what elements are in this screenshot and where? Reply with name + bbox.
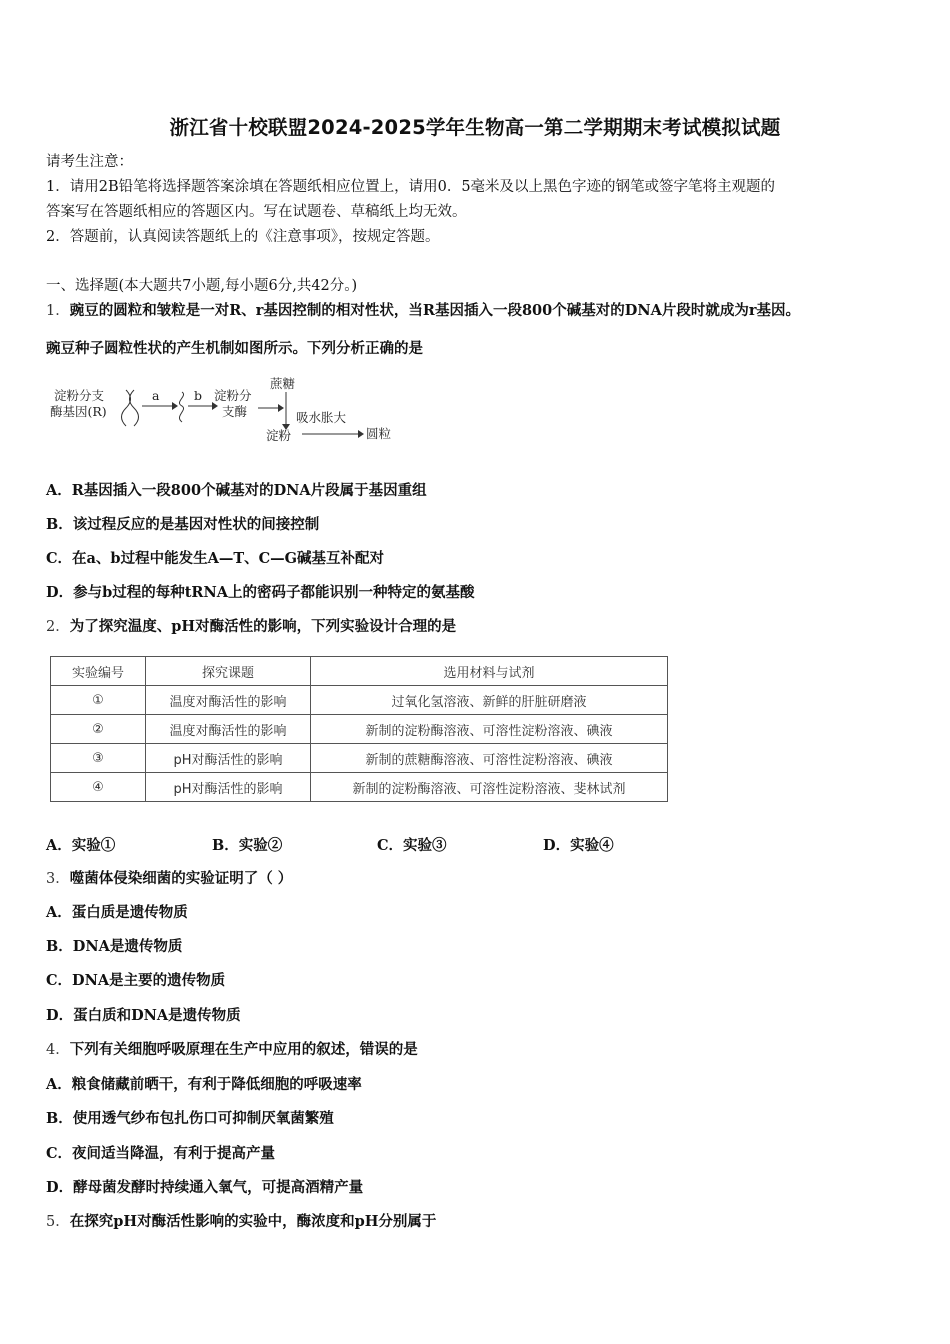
q3-number: 3．	[46, 871, 70, 887]
section-heading: 一、选择题(本大题共7小题,每小题6分,共42分。)	[46, 278, 358, 294]
q2-stem	[46, 617, 456, 637]
table-cell: 温度对酶活性的影响	[146, 686, 311, 715]
q4-option-d[interactable]: D．酵母菌发酵时持续通入氧气，可提高酒精产量	[46, 1179, 364, 1196]
table-cell: 新制的淀粉酶溶液、可溶性淀粉溶液、碘液	[311, 715, 668, 744]
table-cell: ②	[51, 715, 146, 744]
q1-option-c[interactable]: C．在a、b过程中能发生A—T、C—G碱基互补配对	[46, 550, 385, 567]
table-header-cell: 选用材料与试剂	[311, 657, 668, 686]
arrow-a-head	[172, 402, 178, 410]
mrna-icon	[179, 392, 183, 422]
table-cell: 过氧化氢溶液、新鲜的肝脏研磨液	[311, 686, 668, 715]
notice-item-1-line-2: 答案写在答题纸相应的答题区内。写在试题卷、草稿纸上均无效。	[46, 204, 467, 220]
table-header-cell: 探究课题	[146, 657, 311, 686]
q3-option-c[interactable]: C．DNA是主要的遗传物质	[46, 972, 226, 989]
q1-number: 1．	[46, 303, 70, 319]
q4-option-a[interactable]: A．粮食储藏前晒干，有利于降低细胞的呼吸速率	[46, 1076, 362, 1093]
diagram-water: 吸水胀大	[296, 410, 347, 425]
table-cell: 新制的蔗糖酶溶液、可溶性淀粉溶液、碘液	[311, 744, 668, 773]
q1-stem-line-2: 豌豆种子圆粒性状的产生机制如图所示。下列分析正确的是	[46, 340, 423, 357]
diagram-gene-line-1: 淀粉分支	[54, 388, 105, 403]
q5-number: 5．	[46, 1214, 70, 1230]
q4-stem	[46, 1040, 418, 1060]
q2-experiment-table	[50, 656, 668, 802]
table-cell: 温度对酶活性的影响	[146, 715, 311, 744]
table-cell: ③	[51, 744, 146, 773]
diagram-sucrose: 蔗糖	[270, 376, 296, 391]
diagram-enzyme-line-1: 淀粉分	[214, 388, 252, 403]
exam-title: 浙江省十校联盟2024-2025学年生物高一第二学期期末考试模拟试题	[169, 116, 781, 139]
q2-option-b[interactable]: B．实验②	[212, 837, 283, 854]
diagram-label-a: a	[152, 388, 160, 403]
q4-option-b[interactable]: B．使用透气纱布包扎伤口可抑制厌氧菌繁殖	[46, 1110, 334, 1127]
table-row	[51, 715, 668, 744]
q4-stem-text: 下列有关细胞呼吸原理在生产中应用的叙述，错误的是	[69, 1041, 418, 1058]
notice-heading: 请考生注意：	[46, 154, 133, 170]
table-row	[51, 744, 668, 773]
q1-option-d[interactable]: D．参与b过程的每种tRNA上的密码子都能识别一种特定的氨基酸	[46, 584, 475, 601]
q5-stem	[46, 1212, 436, 1232]
q2-option-d[interactable]: D．实验④	[543, 837, 614, 854]
notice-item-1-line-1: 1．请用2B铅笔将选择题答案涂填在答题纸相应位置上，请用0．5毫米及以上黑色字迹的钢笔或签字笔将主观题的	[46, 179, 776, 195]
diagram-enzyme-line-2: 支酶	[222, 404, 248, 419]
q4-number: 4．	[46, 1042, 70, 1058]
dna-helix-icon	[122, 390, 139, 426]
q1-stem-text: 豌豆的圆粒和皱粒是一对R、r基因控制的相对性状，当R基因插入一段800个碱基对的DNA片段时就成为r基因。	[69, 302, 800, 319]
table-cell: pH对酶活性的影响	[146, 773, 311, 802]
q1-option-a[interactable]: A．R基因插入一段800个碱基对的DNA片段属于基因重组	[46, 482, 427, 499]
table-header-cell: 实验编号	[51, 657, 146, 686]
table-cell: ①	[51, 686, 146, 715]
q3-stem	[46, 869, 292, 889]
q2-number: 2．	[46, 619, 70, 635]
diagram-gene-line-2: 酶基因(R)	[50, 404, 107, 419]
q2-stem-text: 为了探究温度、pH对酶活性的影响，下列实验设计合理的是	[69, 618, 457, 635]
q1-mechanism-diagram	[46, 372, 406, 452]
q2-option-c[interactable]: C．实验③	[377, 837, 447, 854]
table-row	[51, 686, 668, 715]
q3-stem-text: 噬菌体侵染细菌的实验证明了（ ）	[69, 870, 293, 887]
q2-option-a[interactable]: A．实验①	[46, 837, 116, 854]
q4-option-c[interactable]: C．夜间适当降温，有利于提高产量	[46, 1145, 276, 1162]
q3-option-b[interactable]: B．DNA是遗传物质	[46, 938, 183, 955]
q3-option-d[interactable]: D．蛋白质和DNA是遗传物质	[46, 1007, 241, 1024]
q1-option-b[interactable]: B．该过程反应的是基因对性状的间接控制	[46, 516, 320, 533]
diagram-round: 圆粒	[366, 426, 392, 441]
table-row	[51, 773, 668, 802]
q1-stem-line-1	[46, 301, 800, 321]
table-cell: pH对酶活性的影响	[146, 744, 311, 773]
table-header-row	[51, 657, 668, 686]
notice-item-2: 2．答题前，认真阅读答题纸上的《注意事项》，按规定答题。	[46, 229, 440, 245]
arrow-b-head	[212, 402, 218, 410]
q3-option-a[interactable]: A．蛋白质是遗传物质	[46, 904, 188, 921]
table-cell: 新制的淀粉酶溶液、可溶性淀粉溶液、斐林试剂	[311, 773, 668, 802]
arrow-catalyze-head	[278, 404, 284, 412]
table-cell: ④	[51, 773, 146, 802]
diagram-label-b: b	[194, 388, 203, 403]
q5-stem-text: 在探究pH对酶活性影响的实验中，酶浓度和pH分别属于	[69, 1213, 437, 1230]
arrow-round-head	[358, 430, 364, 438]
diagram-starch: 淀粉	[266, 428, 292, 443]
